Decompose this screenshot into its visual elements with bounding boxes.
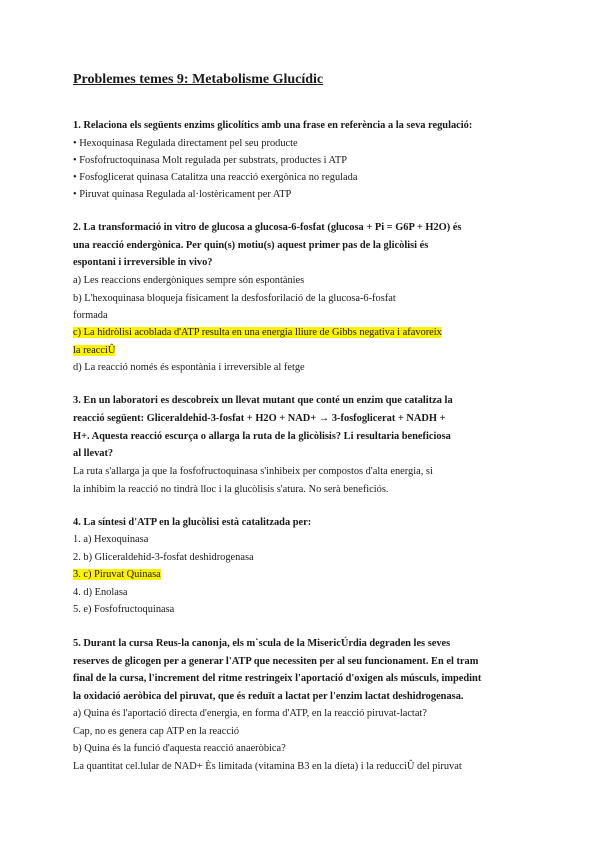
q1-question: 1. Relaciona els següents enzims glicolítics amb una frase en referència a la seva regulació: <box>73 120 473 131</box>
q5-question-line-4: la oxidació aeròbica del piruvat, que és reduït a lactat per l'enzim lactat deshidrogenasa. <box>73 691 464 702</box>
q4-option-4: 4. d) Enolasa <box>73 587 128 598</box>
highlight: la reacciÛ <box>73 345 116 356</box>
q2-option-b: b) L'hexoquinasa bloqueja físicament la desfosforilació de la glucosa-6-fosfat <box>73 293 396 304</box>
highlight: c) La hidròlisi acoblada d'ATP resulta en una energia lliure de Gibbs negativa i afavoreix <box>73 327 442 338</box>
document-title: Problemes temes 9: Metabolisme Glucídic <box>73 72 324 87</box>
q2-question-line-3: espontani i irreversible in vivo? <box>73 257 213 268</box>
q2-option-c-highlighted <box>73 326 442 340</box>
q2-option-c-continued-highlighted <box>73 344 115 358</box>
q4-option-3-highlighted <box>73 568 161 582</box>
q5-answer-b: La quantitat cel.lular de NAD+ Ès limitada (vitamina B3 en la dieta) i la reducciÛ del piruvat <box>73 761 462 772</box>
q3-answer-line-1: La ruta s'allarga ja que la fosfofructoquinasa s'inhibeix per compostos d'alta energia, si <box>73 466 433 477</box>
q3-question-line-1: 3. En un laboratori es descobreix un llevat mutant que conté un enzim que catalitza la <box>73 395 453 406</box>
q3-question-line-4: al llevat? <box>73 448 114 459</box>
q1-item-hexoquinasa: • Hexoquinasa Regulada directament pel seu producte <box>73 138 298 149</box>
q4-question: 4. La síntesi d'ATP en la glucòlisi està catalitzada per: <box>73 517 312 528</box>
q5-question-line-3: final de la cursa, l'increment del ritme restringeix l'aportació d'oxigen als músculs, impedint <box>73 673 482 684</box>
q2-option-a: a) Les reaccions endergòniques sempre són espontànies <box>73 275 305 286</box>
q1-item-fosfoglicerat-quinasa: • Fosfoglicerat quinasa Catalitza una reacció exergònica no regulada <box>73 172 358 183</box>
q4-option-5: 5. e) Fosfofructoquinasa <box>73 604 175 615</box>
q3-question-line-3: H+. Aquesta reacció escurça o allarga la ruta de la glicòlisis? Li resultaria beneficiosa <box>73 431 451 442</box>
highlight: 3. c) Piruvat Quinasa <box>73 569 161 580</box>
q5-question-line-2: reserves de glicogen per a generar l'ATP que necessiten per al seu funcionament. En el tram <box>73 656 479 667</box>
q2-question-line-1: 2. La transformació in vitro de glucosa a glucosa-6-fosfat (glucosa + Pi = G6P + H2O) és <box>73 222 462 233</box>
q5-subquestion-b: b) Quina és la funció d'aquesta reacció anaeròbica? <box>73 743 286 754</box>
q1-item-piruvat-quinasa: • Piruvat quinasa Regulada al·lostèricament per ATP <box>73 189 292 200</box>
q5-question-line-1: 5. Durant la cursa Reus-la canonja, els m˙scula de la MisericÚrdia degraden les seves <box>73 638 451 649</box>
q2-option-b-continued: formada <box>73 310 108 321</box>
q4-option-2: 2. b) Gliceraldehid-3-fosfat deshidrogenasa <box>73 552 254 563</box>
q2-option-d: d) La reacció només és espontània i irreversible al fetge <box>73 362 305 373</box>
q2-question-line-2: una reacció endergònica. Per quin(s) motiu(s) aquest primer pas de la glicòlisi és <box>73 240 429 251</box>
q3-question-line-2: reacció següent: Gliceraldehid-3-fosfat + H2O + NAD+ → 3-fosfoglicerat + NADH + <box>73 413 446 424</box>
q3-answer-line-2: la inhibim la reacció no tindrà lloc i la glucòlisis s'atura. No serà beneficiós. <box>73 484 389 495</box>
q1-item-fosfofructoquinasa: • Fosfofructoquinasa Molt regulada per substrats, productes i ATP <box>73 155 348 166</box>
q4-option-1: 1. a) Hexoquinasa <box>73 534 149 545</box>
q5-subquestion-a: a) Quina és l'aportació directa d'energia, en forma d'ATP, en la reacció piruvat-lactat? <box>73 708 427 719</box>
q5-answer-a: Cap, no es genera cap ATP en la reacció <box>73 726 240 737</box>
